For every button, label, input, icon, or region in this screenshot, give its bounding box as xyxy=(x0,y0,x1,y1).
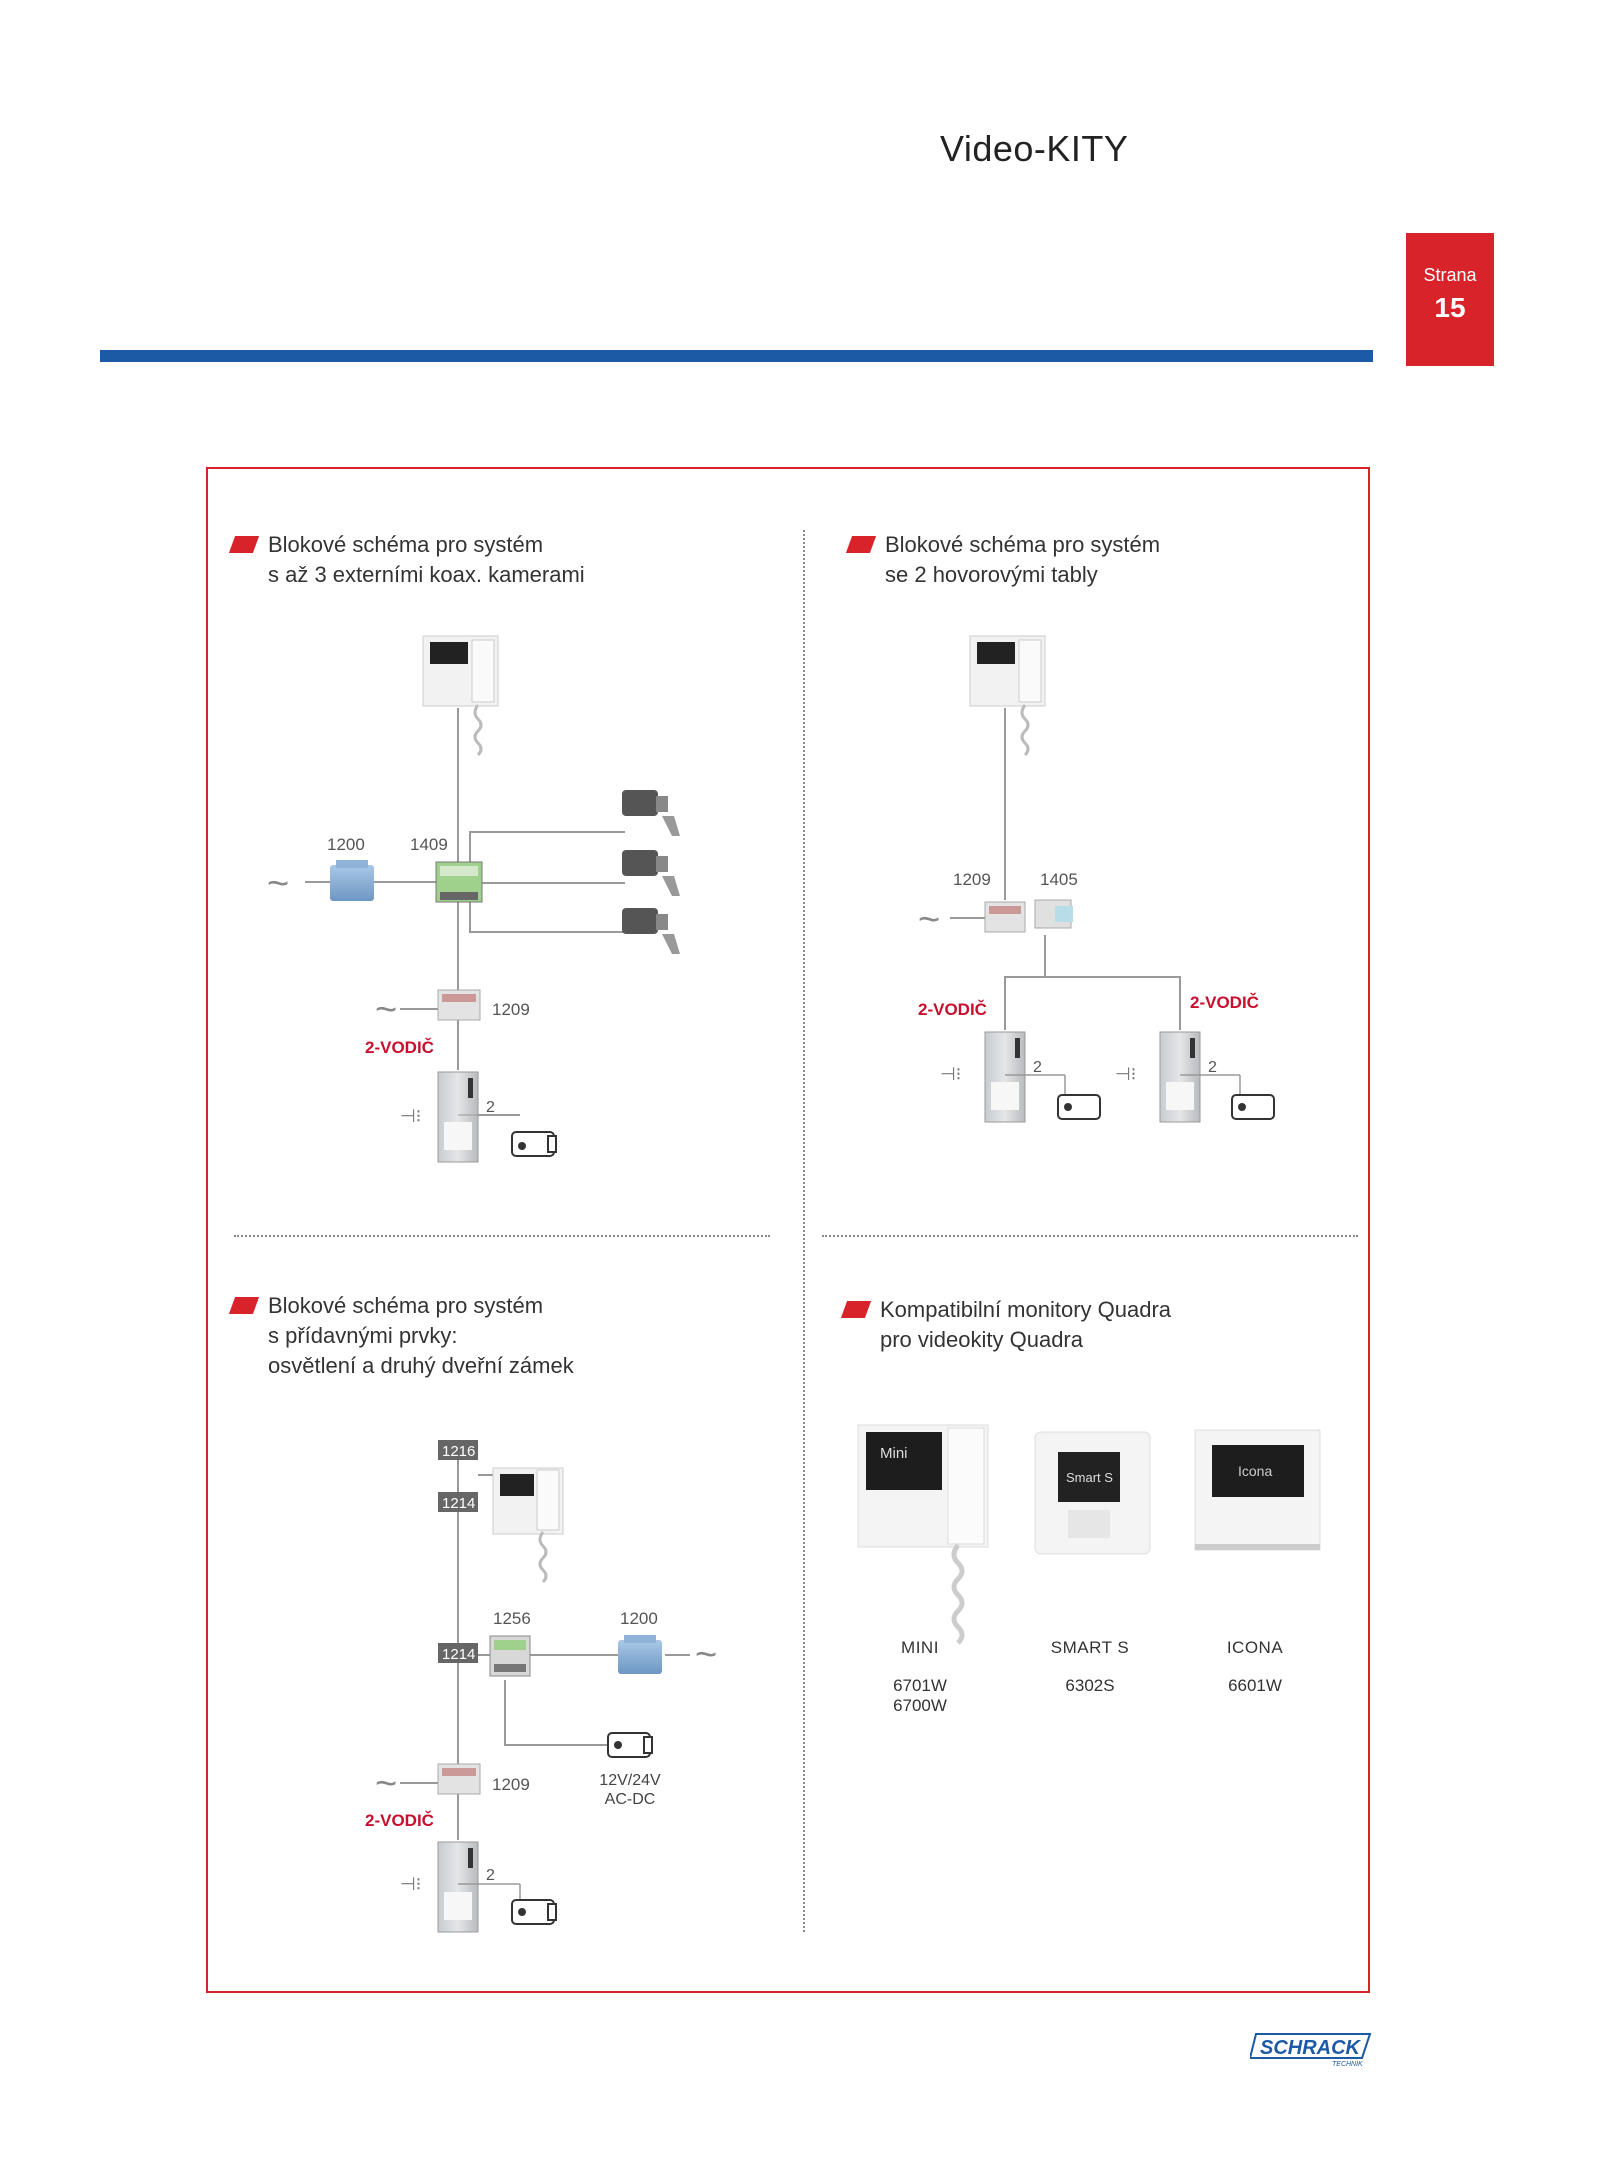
label-2: 2 xyxy=(486,1099,495,1116)
camera-icon xyxy=(622,908,680,954)
door-lock-icon xyxy=(608,1733,652,1757)
camera-icon xyxy=(622,790,680,836)
section-heading-coax: Blokové schéma pro systém s až 3 externími koax. kamerami xyxy=(268,530,585,590)
door-button-icon: ⊣⁝ xyxy=(400,1106,422,1126)
page-number: 15 xyxy=(1434,292,1466,323)
svg-text:1216: 1216 xyxy=(442,1443,476,1460)
power-supply-1200-icon xyxy=(330,860,374,901)
label-2: 2 xyxy=(486,1867,495,1884)
door-button-icon: ⊣⁝ xyxy=(1115,1064,1137,1084)
svg-text:Smart S: Smart S xyxy=(1066,1470,1113,1485)
label-2: 2 xyxy=(1208,1059,1217,1076)
label-1409: 1409 xyxy=(410,835,448,854)
section-heading-extras: Blokové schéma pro systém s přídavnými prvky: osvětlení a druhý dveřní zámek xyxy=(268,1291,574,1381)
monitor-mini-product-icon xyxy=(858,1425,988,1643)
panels-wires xyxy=(950,708,1180,1030)
divider-1405-icon xyxy=(1035,900,1073,928)
label-1405: 1405 xyxy=(1040,870,1078,889)
mains-icon: ~ xyxy=(695,1634,718,1676)
label-1209: 1209 xyxy=(492,1000,530,1019)
door-panel-icon xyxy=(438,1072,478,1162)
mains-icon: ~ xyxy=(267,863,290,905)
door-panel-icon xyxy=(438,1842,478,1932)
product-mini: MINI 6701W 6700W xyxy=(893,1638,947,1715)
monitor-mini-icon xyxy=(423,636,498,755)
door-lock-icon xyxy=(512,1132,556,1156)
door-button-icon: ⊣⁝ xyxy=(400,1874,422,1894)
switcher-1409-icon xyxy=(436,862,482,902)
svg-text:1214: 1214 xyxy=(442,1495,476,1512)
door-lock-icon xyxy=(512,1900,556,1924)
monitor-mini-icon xyxy=(493,1468,563,1582)
lock-voltage-label: AC-DC xyxy=(604,1791,656,1808)
lock-voltage-label: 12V/24V xyxy=(599,1772,661,1789)
section-heading-monitors: Kompatibilní monitory Quadra pro videokity Quadra xyxy=(880,1295,1171,1355)
two-wire-label: 2-VODIČ xyxy=(918,1000,987,1019)
section-heading-panels: Blokové schéma pro systém se 2 hovorovými tably xyxy=(885,530,1160,590)
schrack-logo xyxy=(1250,2030,1374,2073)
svg-text:Mini: Mini xyxy=(880,1445,908,1462)
two-wire-label: 2-VODIČ xyxy=(365,1811,434,1830)
mains-icon: ~ xyxy=(375,989,398,1031)
product-smart-s: SMART S 6302S xyxy=(1050,1638,1130,1695)
two-wire-label: 2-VODIČ xyxy=(1190,993,1259,1012)
power-supply-1209-icon xyxy=(985,902,1025,932)
product-icona: ICONA 6601W xyxy=(1226,1638,1284,1695)
relay-1256-icon xyxy=(490,1636,530,1676)
svg-text:TECHNIK: TECHNIK xyxy=(1332,2061,1363,2068)
label-1209: 1209 xyxy=(492,1775,530,1794)
label-1200: 1200 xyxy=(327,835,365,854)
label-1209: 1209 xyxy=(953,870,991,889)
door-button-icon: ⊣⁝ xyxy=(940,1064,962,1084)
page-tab-label: Strana xyxy=(1423,265,1477,285)
mains-icon: ~ xyxy=(375,1763,398,1805)
power-supply-1200-icon xyxy=(618,1635,662,1674)
monitor-smart-s-product-icon xyxy=(1035,1432,1150,1554)
door-panel-icon xyxy=(1160,1032,1200,1122)
monitor-mini-icon xyxy=(970,636,1045,755)
camera-icon xyxy=(622,850,680,896)
label-2: 2 xyxy=(1033,1059,1042,1076)
svg-text:SCHRACK: SCHRACK xyxy=(1260,2037,1360,2059)
page-title: Video-KITY xyxy=(940,128,1129,169)
mains-icon: ~ xyxy=(918,899,941,941)
svg-text:Icona: Icona xyxy=(1238,1463,1273,1479)
label-1200: 1200 xyxy=(620,1609,658,1628)
door-panel-icon xyxy=(985,1032,1025,1122)
svg-text:1214: 1214 xyxy=(442,1646,476,1663)
two-wire-label: 2-VODIČ xyxy=(365,1038,434,1057)
logo-icon xyxy=(1250,2030,1374,2068)
door-lock-icon xyxy=(1232,1095,1274,1119)
power-supply-1209-icon xyxy=(438,1764,480,1794)
coax-wires xyxy=(305,708,625,1115)
door-lock-icon xyxy=(1058,1095,1100,1119)
monitor-icona-product-icon xyxy=(1195,1430,1320,1550)
power-supply-1209-icon xyxy=(438,990,480,1020)
label-1256: 1256 xyxy=(493,1609,531,1628)
